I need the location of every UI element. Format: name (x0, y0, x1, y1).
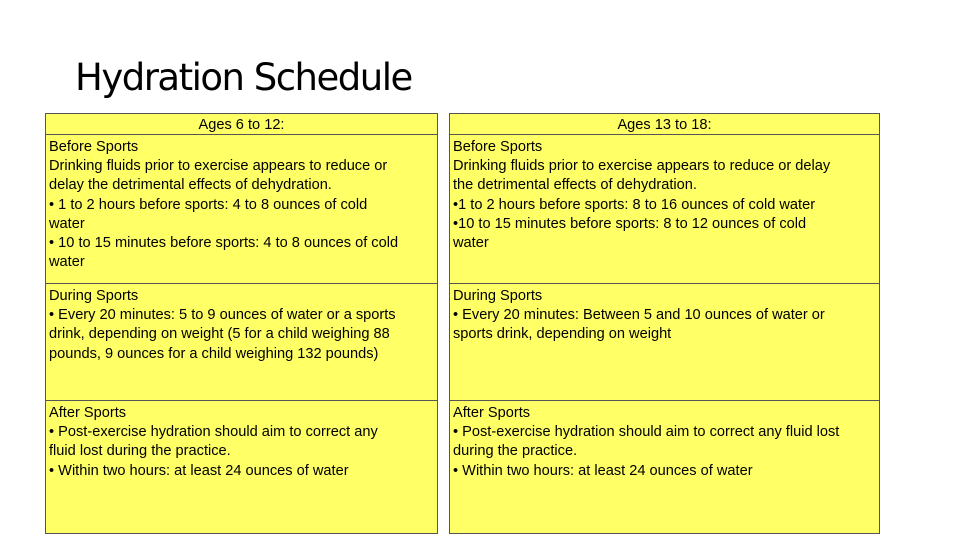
page-title: Hydration Schedule (75, 56, 412, 99)
cell-during-sports-ages-6-12 (45, 283, 438, 401)
cell-line: Drinking fluids prior to exercise appears to reduce or delay (453, 158, 831, 175)
header-ages-13-18: Ages 13 to 18: (449, 113, 880, 135)
cell-line: water (49, 254, 85, 271)
cell-line: • Within two hours: at least 24 ounces of water (453, 462, 753, 479)
column-gap (437, 113, 450, 534)
cell-line: •10 to 15 minutes before sports: 8 to 12 ounces of cold (453, 215, 807, 232)
cell-line: Drinking fluids prior to exercise appears to reduce or (49, 158, 388, 175)
cell-during-sports-ages-13-18 (449, 283, 880, 401)
cell-line: during the practice. (453, 443, 578, 460)
cell-line: sports drink, depending on weight (453, 326, 672, 343)
cell-line: • Every 20 minutes: Between 5 and 10 ounces of water or (453, 307, 825, 324)
cell-after-sports-ages-6-12 (45, 400, 438, 534)
cell-line: • Every 20 minutes: 5 to 9 ounces of water or a sports (49, 307, 396, 324)
cell-line: •1 to 2 hours before sports: 8 to 16 ounces of cold water (453, 196, 816, 213)
cell-line: • 1 to 2 hours before sports: 4 to 8 ounces of cold (49, 196, 368, 213)
cell-line: Before Sports (49, 139, 139, 155)
cell-line: delay the detrimental effects of dehydration. (49, 177, 332, 194)
cell-line: water (453, 235, 489, 252)
cell-line: After Sports (49, 405, 127, 421)
cell-line: During Sports (453, 288, 543, 304)
cell-before-sports-ages-13-18 (449, 134, 880, 284)
cell-line: fluid lost during the practice. (49, 443, 231, 460)
cell-line: the detrimental effects of dehydration. (453, 177, 697, 194)
cell-line: During Sports (49, 288, 139, 304)
header-ages-6-12: Ages 6 to 12: (45, 113, 438, 135)
cell-line: • 10 to 15 minutes before sports: 4 to 8 ounces of cold (49, 235, 399, 252)
cell-line: • Post-exercise hydration should aim to correct any fluid lost (453, 424, 840, 441)
cell-line: water (49, 215, 85, 232)
cell-line: • Within two hours: at least 24 ounces of water (49, 462, 349, 479)
cell-after-sports-ages-13-18 (449, 400, 880, 534)
cell-line: drink, depending on weight (5 for a child weighing 88 (49, 326, 390, 343)
cell-line: • Post-exercise hydration should aim to correct any (49, 424, 378, 441)
cell-line: After Sports (453, 405, 531, 421)
cell-line: Before Sports (453, 139, 543, 155)
cell-before-sports-ages-6-12 (45, 134, 438, 284)
cell-line: pounds, 9 ounces for a child weighing 132 pounds) (49, 345, 379, 362)
